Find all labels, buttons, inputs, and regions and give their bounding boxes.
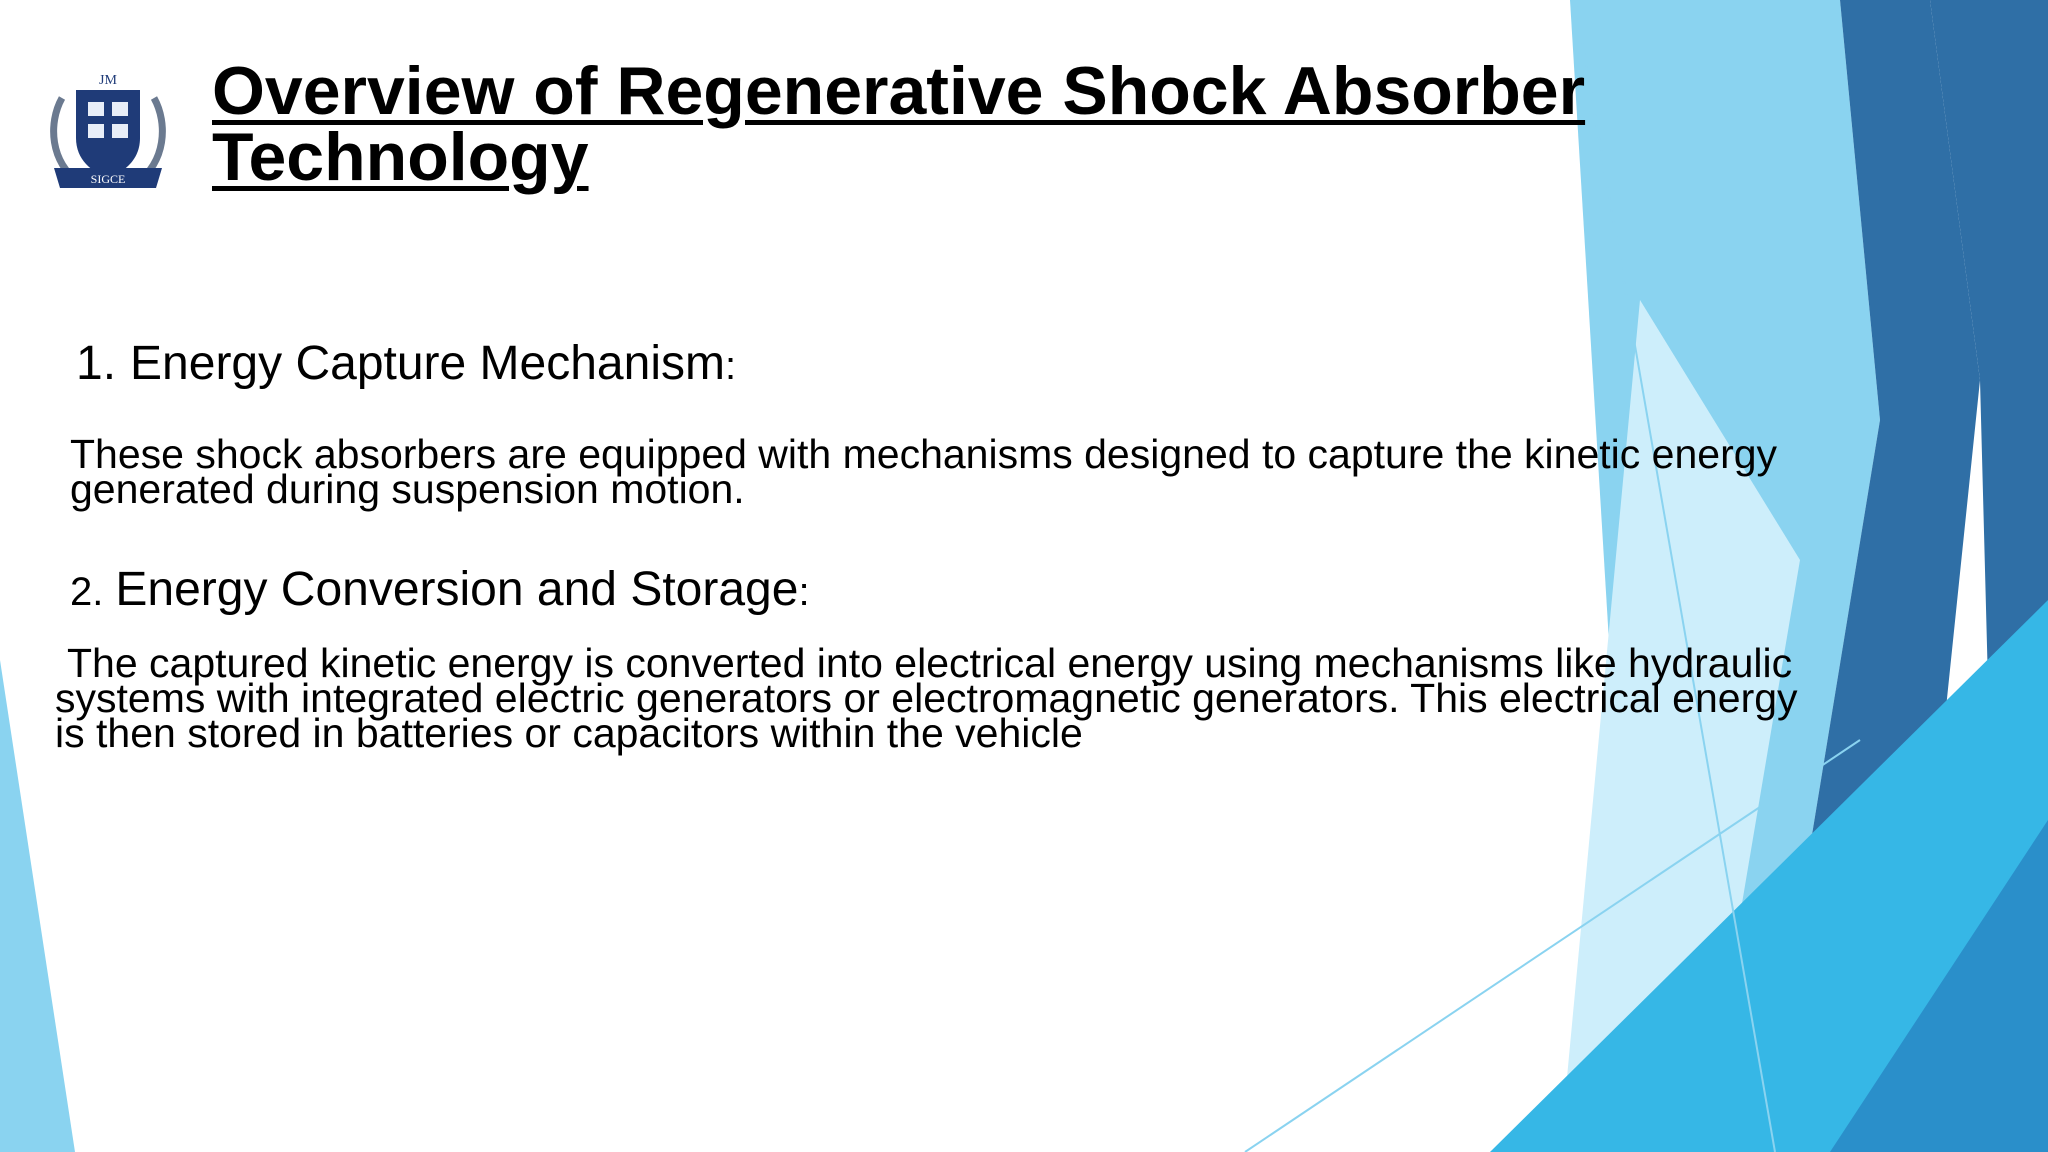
section-1-colon: : (724, 344, 737, 388)
section-1-line-2: generated during suspension motion. (70, 466, 745, 512)
building-icon (88, 124, 104, 138)
slide-title: Overview of Regenerative Shock Absorber Technology (212, 53, 1586, 195)
section-2-title: Energy Conversion and Storage (115, 563, 799, 616)
section-1-line-1: These shock absorbers are equipped with mechanisms designed to capture the kinetic energy (70, 431, 1778, 477)
section-1-body (70, 431, 1778, 512)
college-logo (40, 68, 176, 198)
book-icon (88, 102, 104, 116)
section-1-heading (76, 336, 736, 391)
section-2-line-1: The captured kinetic energy is converted into electrical energy using mechanisms like hydraulic (67, 640, 1793, 686)
section-2-body (55, 640, 1798, 756)
logo-monogram: JM (99, 73, 117, 88)
shield-icon (76, 90, 140, 178)
section-1-number: 1. (76, 337, 117, 390)
section-2-line-2: systems with integrated electric generators or electromagnetic generators. This electrical energy (55, 675, 1798, 721)
magnifier-icon (112, 102, 128, 116)
section-1-title: Energy Capture Mechanism (130, 337, 725, 390)
section-2-line-3: is then stored in batteries or capacitors within the vehicle (55, 710, 1083, 756)
flask-icon (112, 124, 128, 138)
section-2-colon: : (798, 570, 810, 614)
section-2-heading (70, 562, 810, 617)
section-2-number: 2. (70, 570, 104, 614)
logo-ribbon-text: SIGCE (90, 172, 126, 186)
